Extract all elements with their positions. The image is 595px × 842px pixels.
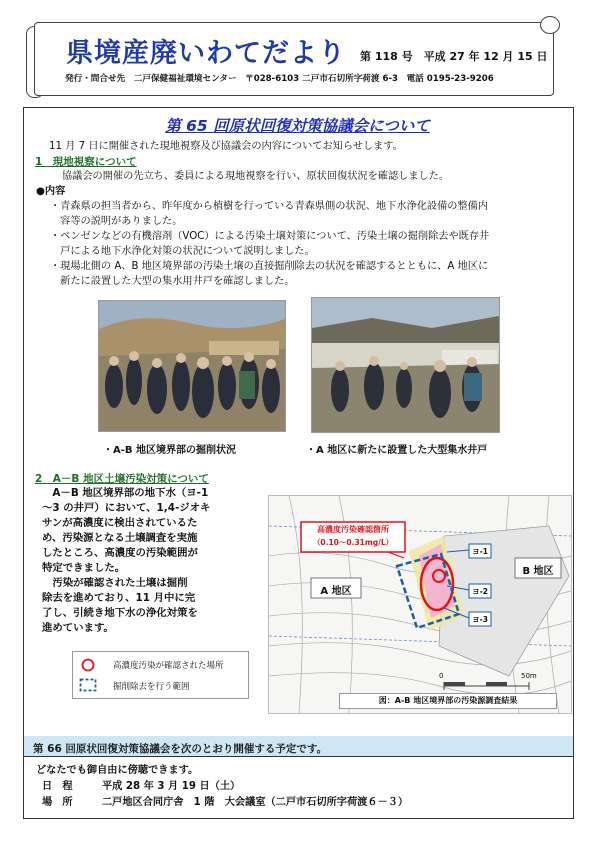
place-value: 二戸地区合同庁舎 1 階 大会議室（二戸市石切所字荷渡６－３）	[102, 797, 409, 808]
content-label: ●内容	[36, 186, 66, 197]
date-label: 日 程	[42, 781, 73, 792]
place-label: 場 所	[42, 797, 73, 808]
photo-excavation	[98, 300, 286, 432]
section2-line-4: め、汚染源となる土壌調査を実施	[42, 532, 198, 544]
section2-line-10: 進めています。	[42, 622, 114, 634]
section2-line-1: A－B 地区境界部の地下水（ヨ-1	[42, 487, 209, 499]
bullet-1b: 容等の説明がありました。	[50, 216, 183, 227]
bullet-3b: 新たに設置した大型の集水用井戸を確認しました。	[50, 276, 295, 287]
contamination-map	[268, 495, 572, 714]
bullet-3a: ・現場北側の A、B 地区境界部の汚染土壌の直接掘削除去の状況を確認するとともに、A 地区に	[50, 261, 489, 272]
section2-line-8: 除去を進めており、11 月中に完	[42, 592, 196, 604]
callout-range: （0.10～0.31mg/L）	[312, 538, 394, 547]
map-legend	[72, 651, 249, 699]
photo-water-well	[311, 297, 500, 433]
issue-info: 第 118 号 平成 27 年 12 月 15 日	[360, 50, 548, 63]
next-meeting-title: 第 66 回原状回復対策協議会を次のとおり開催する予定です。	[33, 743, 328, 755]
map-caption: 図：A-B 地区境界部の汚染源調査結果	[339, 693, 557, 709]
red-circle-icon	[81, 658, 95, 672]
section2-line-2: ～3 の井戸）において、1,4-ジオキ	[42, 502, 211, 514]
legend-blue-label: 掘削除去を行う範囲	[113, 682, 190, 692]
scale-zero: 0	[439, 672, 444, 680]
section2-line-7: 汚染が確認された土壌は掘削	[42, 577, 188, 589]
label-area-b: B 地区	[522, 566, 554, 577]
photo2-caption: ・A 地区に新たに設置した大型集水井戸	[306, 445, 488, 456]
scale-50m: 50m	[521, 672, 537, 680]
photo1-caption: ・A-B 地区境界部の掘削状況	[103, 445, 236, 456]
section2-line-3: サンが高濃度に検出されているた	[42, 517, 198, 529]
intro-text: 11 月 7 日に開催された現地視察及び協議会の内容についてお知らせします。	[49, 141, 403, 152]
legend-red-label: 高濃度汚染が確認された場所	[113, 661, 224, 671]
callout-title: 高濃度汚染確認箇所	[317, 525, 389, 534]
blue-dashed-box-icon	[79, 678, 97, 692]
publisher-info: 発行・問合せ先 二戸保健福祉環境センター 〒028-6103 二戸市石切所字荷渡 6-3 電話 0195-23-9206	[65, 74, 494, 84]
date-value: 平成 28 年 3 月 19 日（土）	[102, 781, 241, 792]
newsletter-title: 県境産廃いわてだより	[66, 38, 346, 69]
open-to-public-text: どなたでも御自由に傍聴できます。	[36, 765, 199, 776]
section1-body: 協議会の開催の先立ち、委員による現地視察を行い、原状回復状況を確認しました。	[62, 171, 450, 182]
article-heading: 第 65 回原状回復対策協議会について	[165, 117, 430, 135]
well-yo-1: ヨ-1	[472, 547, 488, 556]
bullet-2b: 戸による地下水浄化対策の状況について説明しました。	[50, 246, 315, 257]
bullet-2a: ・ベンゼンなどの有機溶剤（VOC）による汚染土壌対策について、汚染土壌の掘削除去や既存井	[50, 231, 490, 242]
label-area-a: A 地区	[320, 586, 352, 597]
section2-line-5: したところ、高濃度の汚染範囲が	[42, 547, 198, 559]
section2-line-6: 特定できました。	[42, 562, 126, 574]
well-yo-2: ヨ-2	[472, 587, 488, 596]
well-yo-3: ヨ-3	[472, 615, 488, 624]
section2-title: 2 A－B 地区土壌汚染対策について	[35, 473, 209, 485]
bullet-1a: ・青森県の担当者から、昨年度から植樹を行っている青森県側の状況、地下水浄化設備の整備内	[50, 201, 489, 212]
section2-line-9: 了し、引続き地下水の浄化対策を	[42, 607, 198, 619]
section1-title: 1 現地視察について	[35, 156, 137, 168]
banner-scroll-curl-right	[540, 16, 560, 34]
